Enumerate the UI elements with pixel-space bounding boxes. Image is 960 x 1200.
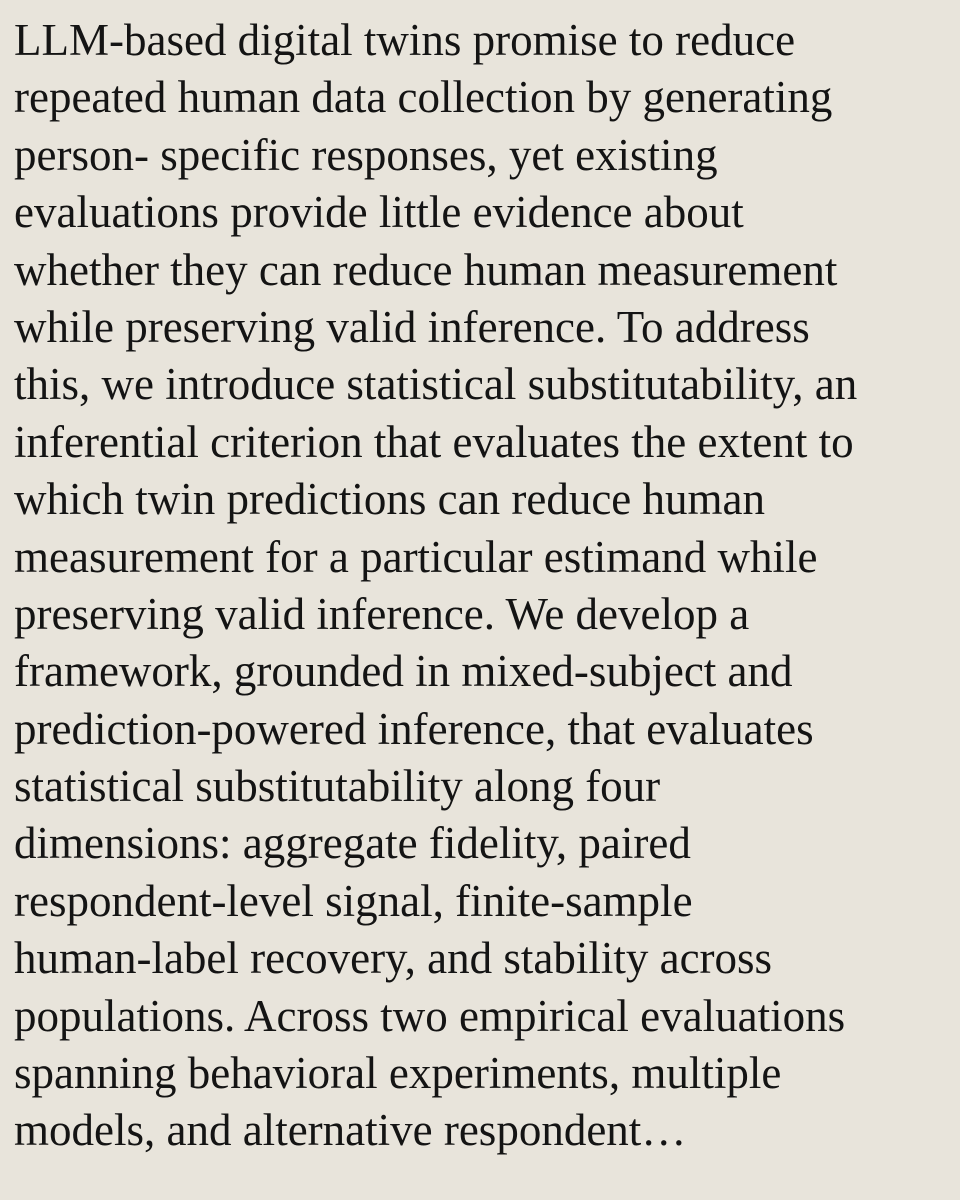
text-line: repeated human data collection by generating xyxy=(14,72,833,123)
abstract-text xyxy=(14,12,954,1160)
text-line: preserving valid inference. We develop a xyxy=(14,588,750,639)
text-line: populations. Across two empirical evaluations xyxy=(14,990,846,1041)
text-line: this, we introduce statistical substitutability, an xyxy=(14,359,858,410)
text-line: person- specific responses, yet existing xyxy=(14,129,718,180)
text-line: measurement for a particular estimand while xyxy=(14,531,818,582)
text-line: prediction-powered inference, that evaluates xyxy=(14,703,814,754)
text-line: while preserving valid inference. To address xyxy=(14,301,810,352)
text-line: LLM-based digital twins promise to reduce xyxy=(14,15,796,65)
text-line: models, and alternative respondent… xyxy=(14,1105,687,1156)
text-line: respondent-level signal, finite-sample xyxy=(14,875,693,926)
text-line: which twin predictions can reduce human xyxy=(14,474,766,525)
text-line: whether they can reduce human measurement xyxy=(14,244,838,295)
text-line: human-label recovery, and stability across xyxy=(14,933,773,984)
text-line: spanning behavioral experiments, multiple xyxy=(14,1048,782,1099)
text-line: statistical substitutability along four xyxy=(14,761,661,812)
text-line: inferential criterion that evaluates the extent to xyxy=(14,416,854,467)
text-line: framework, grounded in mixed-subject and xyxy=(14,646,793,697)
text-line: evaluations provide little evidence about xyxy=(14,187,744,238)
text-line: dimensions: aggregate fidelity, paired xyxy=(14,818,691,869)
